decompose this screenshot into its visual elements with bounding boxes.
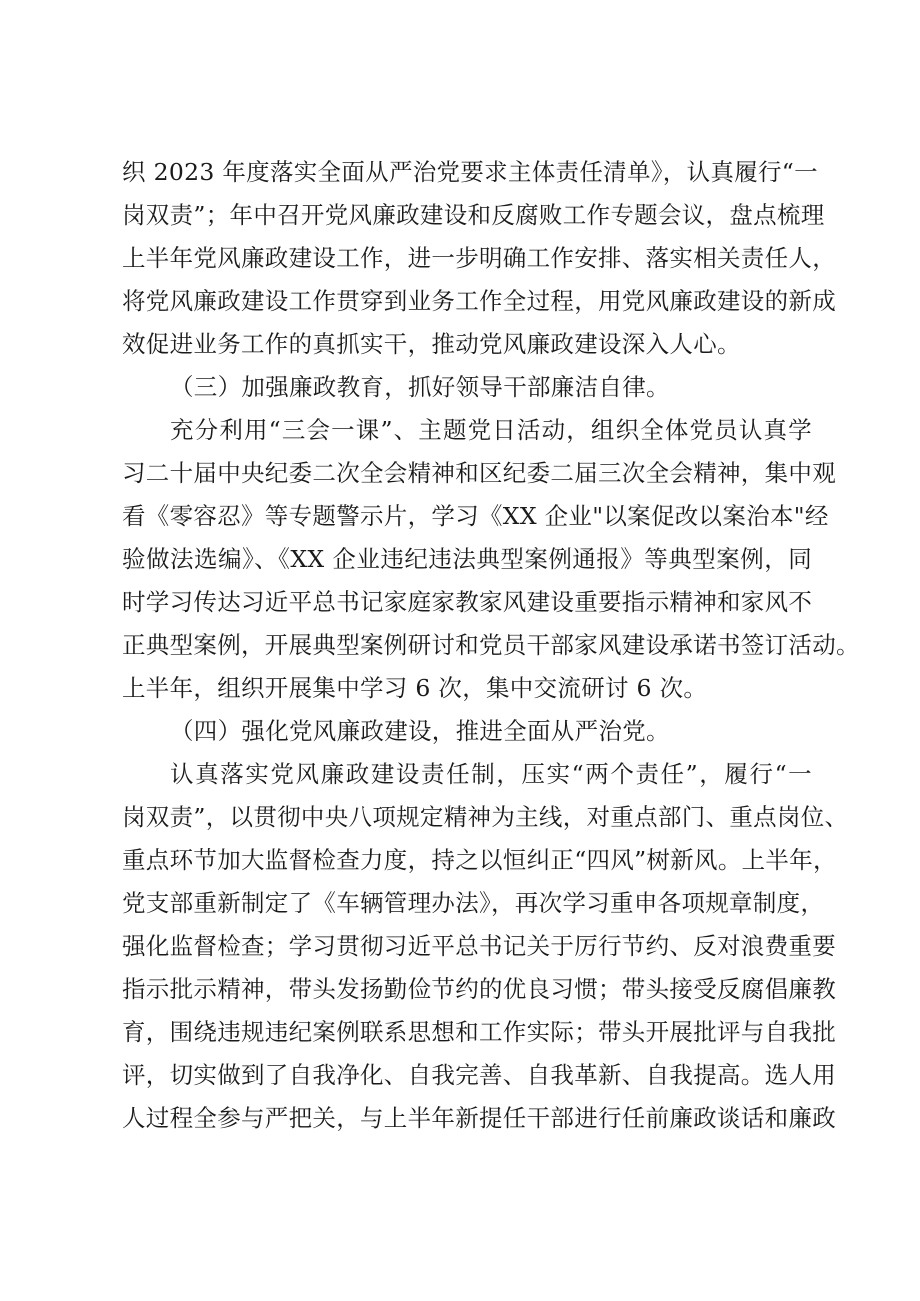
text-line: 验做法选编》、《XX 企业违纪违法典型案例通报》等典型案例，同: [122, 545, 812, 573]
paragraph-first-line: 认真落实党风廉政建设责任制，压实“两个责任”，履行“一: [170, 760, 812, 788]
text-line: 上半年党风廉政建设工作，进一步明确工作安排、落实相关责任人，: [122, 244, 836, 272]
text-line: 看《零容忍》等专题警示片，学习《XX 企业"以案促改以案治本"经: [122, 502, 829, 530]
section-heading-4: （四）强化党风廉政建设，推进全面从严治党。: [170, 717, 670, 745]
text-line: 重点环节加大监督检查力度，持之以恒纠正“四风”树新风。上半年，: [122, 846, 837, 874]
text-line: 育，围绕违规违纪案例联系思想和工作实际；带头开展批评与自我批: [122, 1018, 836, 1046]
text-line: 织 2023 年度落实全面从严治党要求主体责任清单》，认真履行“一: [122, 158, 818, 186]
text-line: 正典型案例，开展典型案例研讨和党员干部家风建设承诺书签订活动。: [122, 631, 860, 659]
section-heading-3: （三）加强廉政教育，抓好领导干部廉洁自律。: [170, 373, 670, 401]
text-line: 岗双责”，以贯彻中央八项规定精神为主线，对重点部门、重点岗位、: [122, 803, 849, 831]
text-line: 评，切实做到了自我净化、自我完善、自我革新、自我提高。选人用: [122, 1061, 836, 1089]
paragraph-first-line: 充分利用“三会一课”、主题党日活动，组织全体党员认真学: [170, 416, 812, 444]
text-line: 将党风廉政建设工作贯穿到业务工作全过程，用党风廉政建设的新成: [122, 287, 836, 315]
text-line: 时学习传达习近平总书记家庭家教家风建设重要指示精神和家风不: [122, 588, 813, 616]
text-line: 指示批示精神，带头发扬勤俭节约的优良习惯；带头接受反腐倡廉教: [122, 975, 836, 1003]
text-line: 效促进业务工作的真抓实干，推动党风廉政建设深入人心。: [122, 330, 741, 358]
text-line: 岗双责”；年中召开党风廉政建设和反腐败工作专题会议，盘点梳理: [122, 201, 825, 229]
text-line: 人过程全参与严把关，与上半年新提任干部进行任前廉政谈话和廉政: [122, 1104, 836, 1132]
text-line: 强化监督检查；学习贯彻习近平总书记关于厉行节约、反对浪费重要: [122, 932, 836, 960]
text-line: 党支部重新制定了《车辆管理办法》，再次学习重申各项规章制度，: [122, 889, 825, 917]
text-line: 习二十届中央纪委二次全会精神和区纪委二届三次全会精神，集中观: [122, 459, 836, 487]
text-line: 上半年，组织开展集中学习 6 次，集中交流研讨 6 次。: [122, 674, 708, 702]
